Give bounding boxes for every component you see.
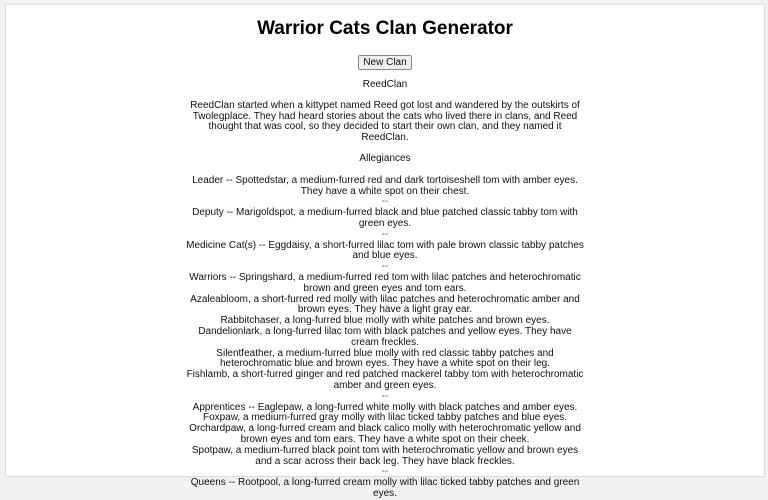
- apprentice-entry: Apprentices -- Eaglepaw, a long-furred white molly with black patches and amber eyes.: [192, 401, 578, 413]
- page-content: [185, 5, 585, 500]
- warrior-entry: Rabbitchaser, a long-furred blue molly with white patches and brown eyes.: [220, 315, 550, 327]
- allegiances-heading: Allegiances: [359, 152, 411, 164]
- apprentice-entry: Spotpaw, a medium-furred black point tom with heterochromatic yellow and brown eyes and a scar across their back leg. They have black freckles.: [191, 444, 579, 467]
- queen-entry: Queens -- Rootpool, a long-furred cream molly with lilac ticked tabby patches and green eyes.: [190, 477, 580, 499]
- separator: --: [381, 228, 389, 240]
- apprentice-entry: Orchardpaw, a long-furred cream and black calico molly with heterochromatic yellow and brown eyes and tom ears. They have a white spot on their cheek.: [189, 423, 581, 445]
- clan-name: ReedClan: [362, 79, 408, 90]
- page-title: Warrior Cats Clan Generator: [257, 18, 513, 39]
- leader-entry: Leader -- Spottedstar, a medium-furred red and dark tortoiseshell tom with amber eyes. They have a white spot on their chest.: [192, 174, 578, 197]
- warrior-entry: Azaleabloom, a short-furred red molly with lilac patches and heterochromatic amber and brown eyes. They have a light gray ear.: [190, 293, 580, 316]
- warrior-entry: Warriors -- Springshard, a medium-furred red tom with lilac patches and heterochromatic brown and green eyes and tom ears.: [189, 271, 581, 294]
- warrior-entry: Silentfeather, a medium-furred blue molly with red classic tabby patches and heterochromatic blue and brown eyes. They have a white spot on their leg.: [216, 347, 554, 370]
- separator: --: [381, 466, 389, 478]
- new-clan-button[interactable]: New Clan: [358, 55, 411, 70]
- warrior-entry: Fishlamb, a short-furred ginger and red patched mackerel tabby tom with heterochromatic amber and green eyes.: [186, 369, 584, 391]
- separator: --: [381, 261, 389, 273]
- medicine-cat-entry: Medicine Cat(s) -- Eggdaisy, a short-furred lilac tom with pale brown classic tabby patches and blue eyes.: [186, 239, 584, 262]
- separator: --: [381, 196, 389, 208]
- deputy-entry: Deputy -- Marigoldspot, a medium-furred black and blue patched classic tabby tom with green eyes.: [192, 207, 578, 229]
- separator: --: [381, 390, 389, 402]
- clan-story: ReedClan started when a kittypet named Reed got lost and wandered by the outskirts of Twolegplace. They had heard stories about the cats who lived there in clans, and Reed thought that was cool, so they decided to start their own clan, and they named it ReedClan.: [190, 99, 580, 144]
- allegiances-list: [185, 176, 585, 500]
- apprentice-entry: Foxpaw, a medium-furred gray molly with lilac ticked tabby patches and blue eyes.: [202, 412, 568, 424]
- page-frame: [5, 4, 765, 499]
- warrior-entry: Dandelionlark, a long-furred lilac tom with black patches and yellow eyes. They have cream freckles.: [198, 325, 572, 348]
